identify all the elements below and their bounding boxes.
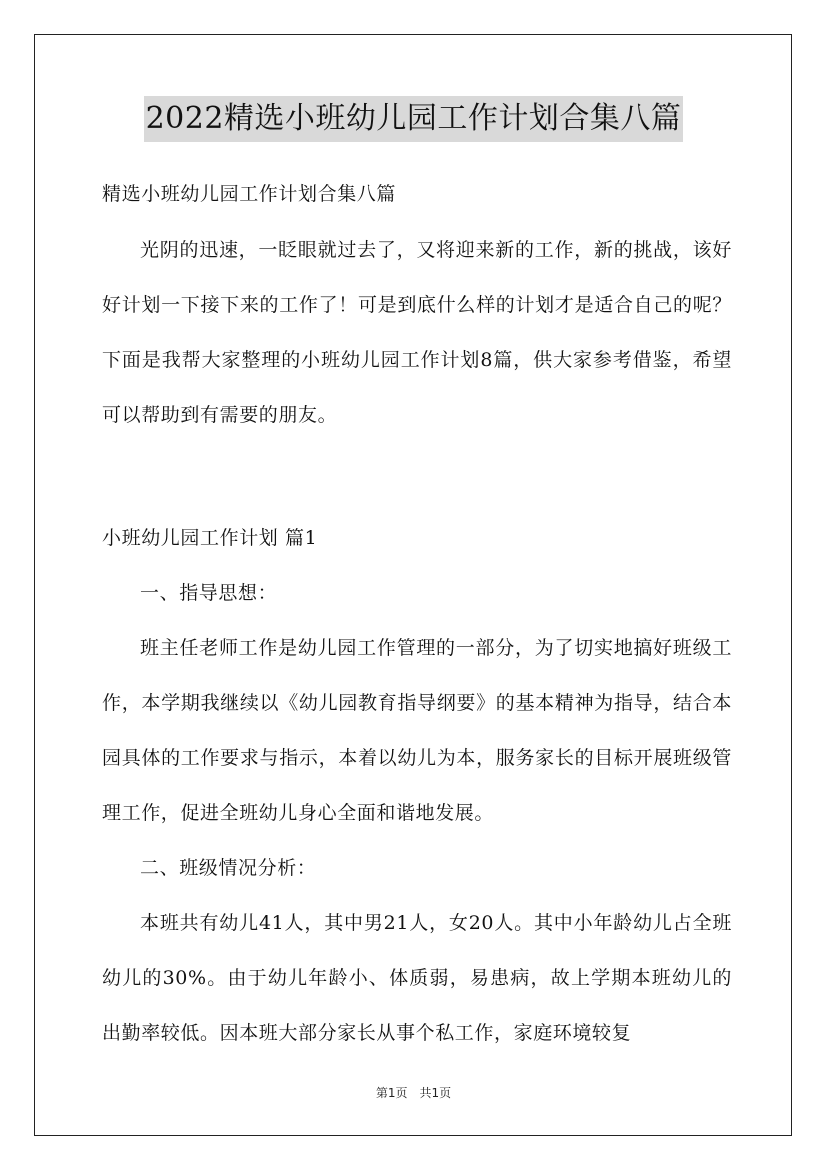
paragraph-class-analysis: 本班共有幼儿41人，其中男21人，女20人。其中小年龄幼儿占全班幼儿的30%。由于幼儿年龄小、体质弱，易患病，故上学期本班幼儿的出勤率较低。因本班大部分家长从事个私工作，家庭环境较复	[102, 912, 732, 1044]
spacer	[102, 212, 732, 223]
document-title	[0, 96, 827, 142]
spacer	[102, 443, 732, 511]
document-body	[102, 176, 732, 1061]
section-heading: 小班幼儿园工作计划 篇1	[102, 527, 318, 549]
page-number: 第1页 共1页	[375, 1086, 452, 1100]
subheading-class-analysis: 二、班级情况分析：	[140, 857, 317, 879]
subheading-guiding-ideology: 一、指导思想：	[140, 582, 278, 604]
intro-paragraph: 光阴的迅速，一眨眼就过去了，又将迎来新的工作，新的挑战，该好好计划一下接下来的工作了！可是到底什么样的计划才是适合自己的呢？下面是我帮大家整理的小班幼儿园工作计划8篇，供大家参考借鉴，希望可以帮助到有需要的朋友。	[102, 239, 732, 426]
document-subtitle: 精选小班幼儿园工作计划合集八篇	[102, 183, 397, 205]
paragraph-guiding-ideology: 班主任老师工作是幼儿园工作管理的一部分，为了切实地搞好班级工作，本学期我继续以《幼儿园教育指导纲要》的基本精神为指导，结合本园具体的工作要求与指示，本着以幼儿为本，服务家长的目标开展班级管理工作，促进全班幼儿身心全面和谐地发展。	[102, 637, 732, 824]
document-title-text: 2022精选小班幼儿园工作计划合集八篇	[144, 96, 684, 142]
